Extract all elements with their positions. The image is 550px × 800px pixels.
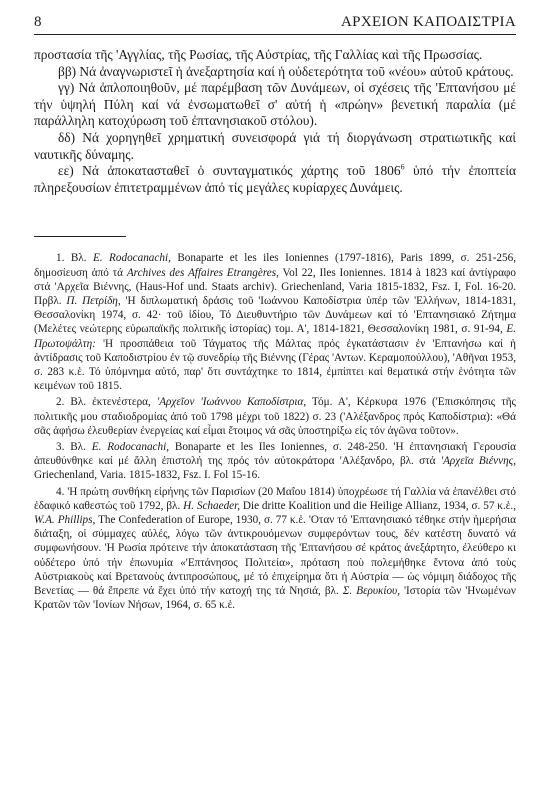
footnote-1-text: 'Η προσπάθεια τοῦ Τάγματος τῆς Μάλτας πρός ἐγκατάστασιν ἐν 'Επτανήσω καί ἡ ἀντίδρασις τοῦ Καποδιστρίου ἐν τῷ συνεδρίῳ τῆς Βιέννης (Γέρας 'Αντων. Κεραμοπούλλου), 'Αθῆναι 1953, σ. 283 κ.ἑ. Τό ὑπόμνημα αὐτό, παρ' ὅτι συντάχτηκε το 1814, ἐμπίπτει καί θεματικά στήν ἑνότητα τῶν κειμένων τοῦ 1815. <box>34 337 516 393</box>
footnote-4-text: The Confederation of Europe, 1930, σ. 77 κ.ἑ. 'Οταν τό 'Επτανησιακό τέθηκε στήν ἡμερήσια διάταξη, οἱ σύμμαχες αὐλές, λόγω τῶν ἀντικρουόμενων συμφερόντων τους, δέν κατέστη δυνατό νά συμφωνήσουν. 'Η Ρωσία πρότεινε τήν ἀποκατάσταση τῆς 'Επτανήσου σέ κράτος ἀνεξάρτητο, ἐλεύθερο κι οὐδέτερο ὑπό τήν ἐπωνυμία «'Επτάνησος Πολιτεία», πρόταση ποὺ πολεμήθηκε ἔντονα ἀπό τοὺς Αὐστριακοὺς καί Βρετανοὺς ἀντιπροσώπους, μέ τό ἐπιχείρημα ὅτι ἡ Αὐστρία — ὡς νόμιμη διάδοχος τῆς Βενετίας — θά ἔπρεπε νά ἔχει ὑπό τήν κατοχή της τά Νησιά, βλ. <box>34 514 517 598</box>
running-title: ΑΡΧΕΙΟΝ ΚΑΠΟΔΙΣΤΡΙΑ <box>341 14 516 30</box>
footnote-1-text: 'Η διπλωματική δράσις τοῦ 'Ιωάννου Καποδίστρια ὑπέρ τῶν 'Ελλήνων, 1814-1831, Θεσσαλονίκη 1974, σ. 42· τοῦ ἰδίου, Τό Διευθυντήριο τῶν Δυνάμεων καί τό 'Επτανησιακό Ζήτημα (Μελέτες νεώτερης εὐρωπαϊκῆς πολιτικῆς ἱστορίας) τομ. Α', 1814-1821, Θεσσαλονίκη 1981, σ. 91-94, <box>34 294 516 336</box>
footnote-4-text: 'Ιστορία τῶν 'Ηνωμένων Κρατῶν τῶν 'Ιονίων Νήσων, 1964, σ. 65 κ.ἑ. <box>34 585 516 612</box>
item-ee <box>34 163 516 196</box>
footnote-3 <box>34 440 516 483</box>
page-number: 8 <box>34 14 42 30</box>
footnote-3-text: Griechenland, Varia. 1815-1832, Fsz. I. Fol 15-16. <box>34 469 260 482</box>
footnote-4 <box>34 485 516 613</box>
footnote-3-text: Bonaparte et les Iles Ioniennes, σ. 248-250. 'Η ἐπτανησιακή Γερουσία ἀπευθύνθηκε καί μέ ἄλλη ἐπιστολή της πρός τόν αὐτοκράτορα 'Αλέξανδρο, βλ. στά <box>34 440 517 468</box>
footnotes <box>34 251 516 612</box>
footnote-3-text: 3. Βλ. <box>56 440 92 453</box>
footnote-3-archive: 'Αρχεῖα Βιέννης, <box>440 455 517 468</box>
footnote-2 <box>34 395 516 438</box>
footnote-1-journal: Archives des Affaires Etrangères, <box>126 266 279 279</box>
paragraph-continuation: προστασία τῆς 'Αγγλίας, τῆς Ρωσίας, τῆς Αὐστρίας, τῆς Γαλλίας καὶ τῆς Πρωσσίας. <box>34 47 483 62</box>
footnote-3-author: E. Rodocanachi, <box>91 440 170 453</box>
item-bb: ββ) Νά ἀναγνωριστεῖ ἡ ἀνεξαρτησία καί ἡ οὐδετερότητα τοῦ «νέου» αὐτοῦ κράτους. <box>58 63 514 79</box>
footnote-separator <box>34 236 126 237</box>
main-text <box>34 47 516 196</box>
footnote-4-text: 4. 'Η πρώτη συνθήκη εἰρήνης τῶν Παρισίων (20 Μαΐου 1814) ὑποχρέωσε τή Γαλλία νά ἐπανέλθει στό ἐδαφικό καθεστώς τοῦ 1792, βλ. <box>34 485 516 512</box>
footnote-2-text: 2. Βλ. ἐκτενέστερα, <box>56 396 157 409</box>
footnote-1 <box>34 251 516 393</box>
footnote-4-text: Die dritte Koalition und die Heilige Allianz, 1934, σ. 57 κ.ἑ., <box>240 499 517 512</box>
footnote-1-author: E. Rodocanachi, <box>92 252 171 265</box>
item-ee-text-start: εε) Νά ἀποκατασταθεῖ ὁ συνταγματικός χάρτης τοῦ 1806 <box>58 163 401 179</box>
footnote-1-author: Ε. Πρωτοψάλτη: <box>34 323 516 350</box>
footnote-1-text: 1. Βλ. <box>56 252 93 265</box>
footnote-1-author: Π. Πετρίδη, <box>66 294 121 307</box>
footnote-1-text: Vol 22, Iles Ioniennes. 1814 à 1823 καί ἀντίγραφο στά 'Αρχεῖα Βιέννης, (Haus-Hof und. Staats archiv). Griechenland, Varia 1815-1832, Fsz. I, Fol. 16-20. Πρβλ. <box>34 266 516 307</box>
footnote-1-text: Bonaparte et les iles Ioniennes (1797-1816), Paris 1899, σ. 251-256, δημοσίευση ἀπό τά <box>34 252 516 279</box>
running-header <box>34 14 516 35</box>
item-dd: δδ) Νά χορηγηθεῖ χρηματική συνεισφορά γιά τή διοργάνωση στρατιωτικῆς καί ναυτικῆς δύναμης. <box>34 129 516 162</box>
footnote-4-author: H. Schaeder, <box>183 499 241 512</box>
footnote-2-title: 'Αρχεῖον 'Ιωάννου Καποδίστρια, <box>156 396 307 409</box>
footnote-4-author: W.A. Phillips, <box>34 514 96 526</box>
page <box>34 14 516 614</box>
item-ee-text-end: ὑπό τήν ἐποπτεία πληρεξουσίων ἐπιτετραμμένων ἀπό τίς μεγάλες κυρίαρχες Δυνάμεις. <box>34 163 516 195</box>
item-gg: γγ) Νά ἀπλοποιηθοῦν, μέ παρέμβαση τῶν Δυνάμεων, οἱ σχέσεις τῆς 'Επτανήσου μέ τήν ὑψηλή Πύλη καί νά ἐνσωματωθεῖ σ' αὐτή ἡ «πρώην» βενετική παραλία (μέ παράλληλη κατοχύρωση τοῦ ἐπτανησιακοῦ στόλου). <box>34 80 516 129</box>
footnote-2-text: Τόμ. Α', Κέρκυρα 1976 ('Επισκόπησις τῆς πολιτικῆς μου σταδιοδρομίας ἀπό τοῦ 1798 μέχρι τοῦ 1822) σ. 23 ('Αλέξανδρος πρός Καποδίστρια): «Θά σᾶς ἀφήσω ἐλευθερίαν ἐνεργείας καί εἶμαι ἕτοιμος νά σᾶς ὑποστηρίξω εἰς τόν ἀγῶνα τοῦτον». <box>34 396 516 437</box>
footnote-reference-6: 6 <box>400 162 405 172</box>
footnote-4-author: Σ. Βερυκίου, <box>342 585 400 598</box>
